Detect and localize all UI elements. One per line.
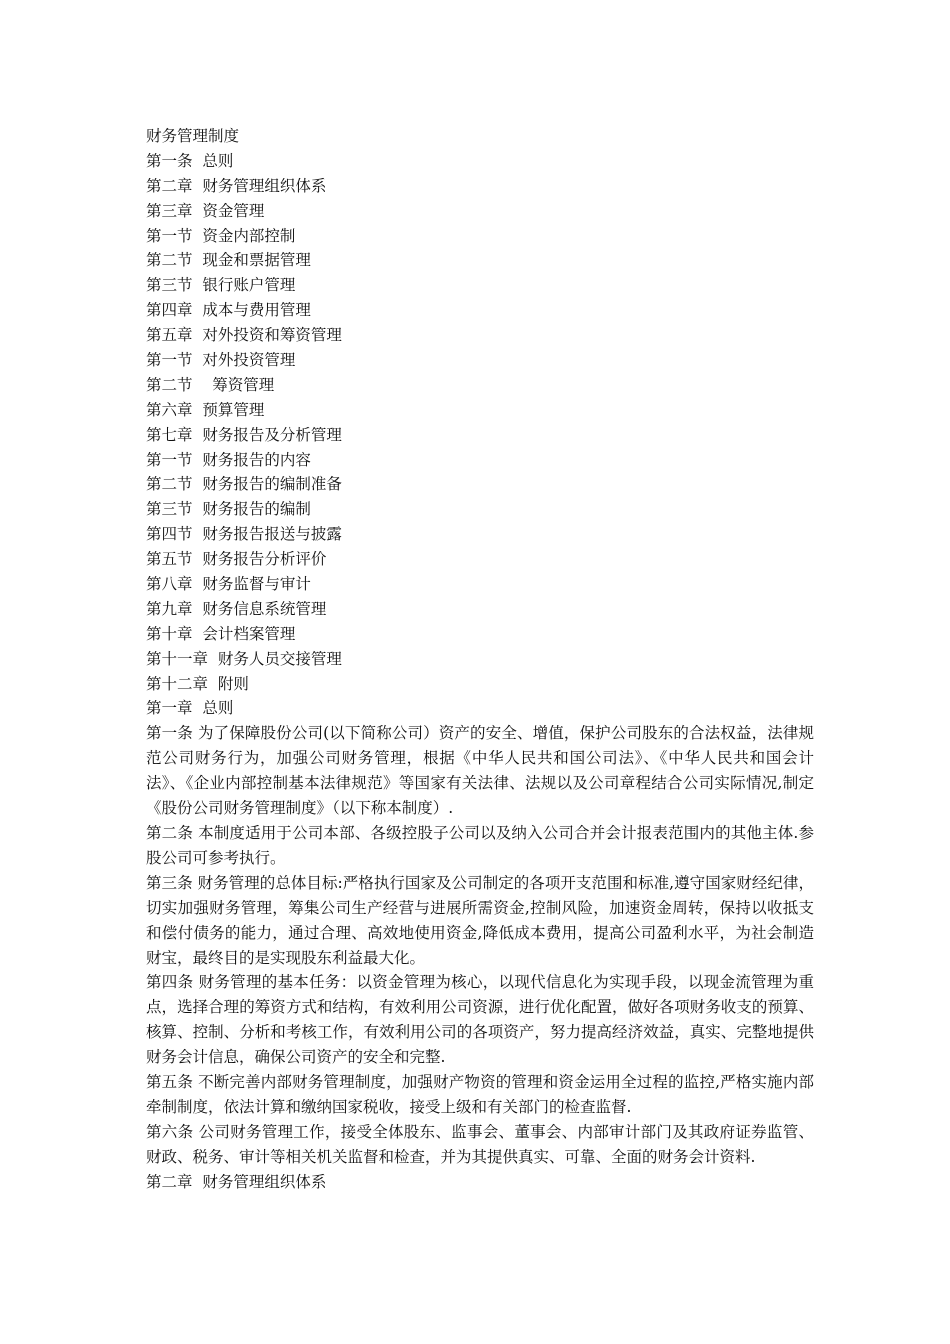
toc-line: 第五节 财务报告分析评价 bbox=[146, 550, 327, 569]
toc-line: 第十章 会计档案管理 bbox=[146, 624, 296, 643]
toc-line: 第二节 筹资管理 bbox=[146, 375, 275, 394]
toc-line: 第十二章 附则 bbox=[146, 674, 249, 693]
article-paragraph: 第三条 财务管理的总体目标:严格执行国家及公司制定的各项开支范围和标准,遵守国家财经纪律，切实加强财务管理，筹集公司生产经营与进展所需资金,控制风险，加速资金周转，保持以收抵支和偿付债务的能力，通过合理、高效地使用资金,降低成本费用，提高公司盈利水平，为社会制造财宝，最终目的是实现股东利益最大化。 bbox=[146, 873, 814, 967]
toc-line: 第十一章 财务人员交接管理 bbox=[146, 649, 342, 668]
toc-line: 第五章 对外投资和筹资管理 bbox=[146, 326, 342, 345]
toc-line: 第一节 资金内部控制 bbox=[146, 226, 296, 245]
toc-line: 第三节 银行账户管理 bbox=[146, 276, 296, 295]
toc-line: 第二章 财务管理组织体系 bbox=[146, 176, 327, 195]
toc-line: 第三节 财务报告的编制 bbox=[146, 500, 311, 519]
toc-line: 第九章 财务信息系统管理 bbox=[146, 599, 327, 618]
toc-line: 第六章 预算管理 bbox=[146, 400, 265, 419]
chapter-heading: 第一章 总则 bbox=[146, 699, 234, 718]
article-paragraph: 第五条 不断完善内部财务管理制度，加强财产物资的管理和资金运用全过程的监控,严格实施内部牵制制度，依法计算和缴纳国家税收，接受上级和有关部门的检查监督. bbox=[146, 1073, 814, 1116]
toc-line: 第二节 现金和票据管理 bbox=[146, 251, 311, 270]
article-paragraph: 第四条 财务管理的基本任务：以资金管理为核心，以现代信息化为实现手段，以现金流管理为重点，选择合理的筹资方式和结构，有效利用公司资源，进行优化配置，做好各项财务收支的预算、核算、控制、分析和考核工作，有效利用公司的各项资产，努力提高经济效益，真实、完整地提供财务会计信息，确保公司资产的安全和完整. bbox=[146, 973, 814, 1067]
article-paragraph: 第一条 为了保障股份公司(以下简称公司）资产的安全、增值，保护公司股东的合法权益，法律规范公司财务行为，加强公司财务管理，根据《中华人民共和国公司法》、《中华人民共和国会计法》、《企业内部控制基本法律规范》等国家有关法律、法规以及公司章程结合公司实际情况,制定《股份公司财务管理制度》（以下称本制度）. bbox=[146, 724, 814, 818]
article-paragraph: 第六条 公司财务管理工作，接受全体股东、监事会、董事会、内部审计部门及其政府证券监管、财政、税务、审计等相关机关监督和检查，并为其提供真实、可靠、全面的财务会计资料. bbox=[146, 1122, 814, 1166]
document-title: 财务管理制度 bbox=[146, 127, 240, 145]
article-paragraph: 第二条 本制度适用于公司本部、各级控股子公司以及纳入公司合并会计报表范围内的其他主体.参股公司可参考执行。 bbox=[146, 824, 814, 867]
toc-line: 第一节 对外投资管理 bbox=[146, 351, 296, 370]
toc-line: 第七章 财务报告及分析管理 bbox=[146, 425, 342, 444]
document-page bbox=[146, 124, 814, 1195]
toc-line: 第八章 财务监督与审计 bbox=[146, 575, 311, 594]
toc-line: 第三章 资金管理 bbox=[146, 201, 265, 220]
toc-line: 第四节 财务报告报送与披露 bbox=[146, 525, 342, 544]
toc-line: 第二节 财务报告的编制准备 bbox=[146, 475, 342, 494]
toc-line: 第一节 财务报告的内容 bbox=[146, 450, 311, 469]
chapter-heading: 第二章 财务管理组织体系 bbox=[146, 1172, 327, 1191]
toc-line: 第一条 总则 bbox=[146, 151, 234, 170]
toc-line: 第四章 成本与费用管理 bbox=[146, 301, 311, 320]
